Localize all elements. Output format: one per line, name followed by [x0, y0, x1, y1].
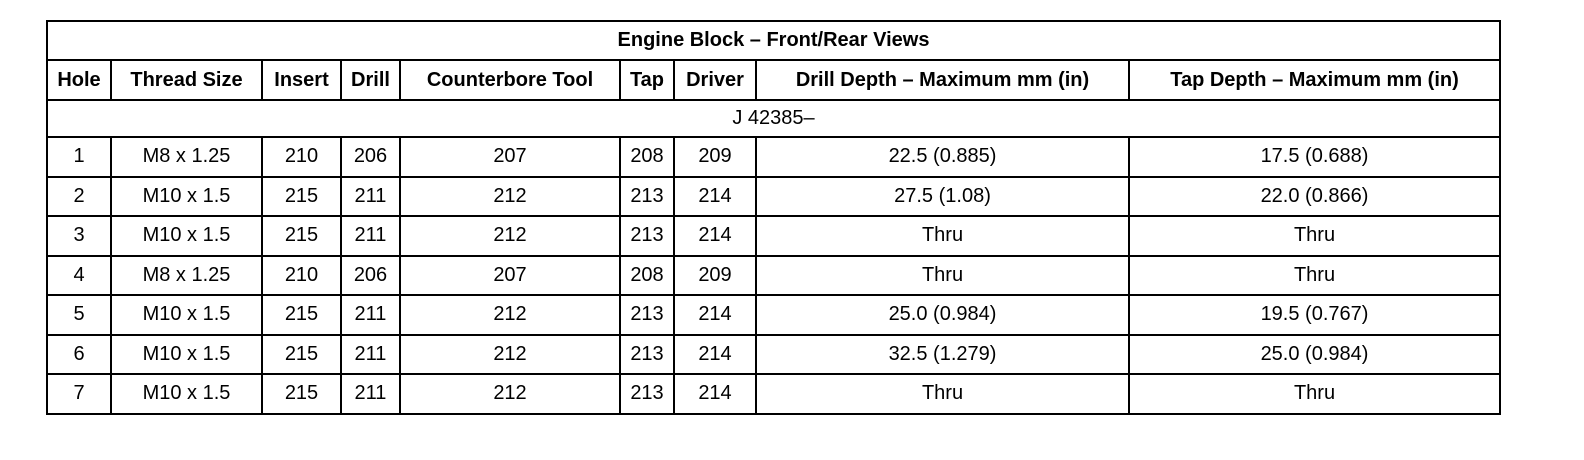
cell-hole: 4: [47, 256, 111, 296]
cell-tap: 208: [620, 137, 674, 177]
cell-hole: 1: [47, 137, 111, 177]
cell-hole: 7: [47, 374, 111, 414]
cell-hole: 6: [47, 335, 111, 375]
table-row: [47, 295, 1500, 335]
table-row: [47, 374, 1500, 414]
header-drill-depth: Drill Depth – Maximum mm (in): [756, 60, 1129, 100]
cell-tap: 213: [620, 374, 674, 414]
header-row: [47, 60, 1500, 100]
cell-tap: 213: [620, 177, 674, 217]
cell-tap: 213: [620, 216, 674, 256]
cell-thread-size: M10 x 1.5: [111, 335, 262, 375]
header-tap-depth: Tap Depth – Maximum mm (in): [1129, 60, 1500, 100]
cell-thread-size: M10 x 1.5: [111, 374, 262, 414]
cell-insert: 215: [262, 177, 341, 217]
cell-tap-depth: 25.0 (0.984): [1129, 335, 1500, 375]
cell-thread-size: M10 x 1.5: [111, 177, 262, 217]
cell-drill: 211: [341, 216, 400, 256]
cell-hole: 5: [47, 295, 111, 335]
cell-insert: 210: [262, 256, 341, 296]
cell-drill-depth: Thru: [756, 374, 1129, 414]
header-counterbore-tool: Counterbore Tool: [400, 60, 620, 100]
spec-table: [46, 20, 1501, 415]
header-drill: Drill: [341, 60, 400, 100]
cell-drill-depth: 25.0 (0.984): [756, 295, 1129, 335]
cell-counterbore-tool: 212: [400, 295, 620, 335]
header-tap: Tap: [620, 60, 674, 100]
cell-counterbore-tool: 212: [400, 335, 620, 375]
cell-drill-depth: 27.5 (1.08): [756, 177, 1129, 217]
title-row: [47, 21, 1500, 60]
cell-counterbore-tool: 207: [400, 137, 620, 177]
cell-tap: 213: [620, 295, 674, 335]
cell-counterbore-tool: 212: [400, 177, 620, 217]
cell-driver: 214: [674, 216, 756, 256]
cell-driver: 214: [674, 335, 756, 375]
cell-driver: 209: [674, 137, 756, 177]
table-row: [47, 256, 1500, 296]
table-row: [47, 177, 1500, 217]
cell-drill-depth: Thru: [756, 256, 1129, 296]
cell-tap: 208: [620, 256, 674, 296]
cell-thread-size: M8 x 1.25: [111, 137, 262, 177]
cell-thread-size: M8 x 1.25: [111, 256, 262, 296]
cell-insert: 210: [262, 137, 341, 177]
header-hole: Hole: [47, 60, 111, 100]
cell-drill-depth: 22.5 (0.885): [756, 137, 1129, 177]
cell-insert: 215: [262, 335, 341, 375]
cell-thread-size: M10 x 1.5: [111, 295, 262, 335]
table-title: Engine Block – Front/Rear Views: [47, 21, 1500, 60]
table-row: [47, 137, 1500, 177]
cell-drill: 211: [341, 295, 400, 335]
cell-tap-depth: Thru: [1129, 374, 1500, 414]
cell-drill-depth: 32.5 (1.279): [756, 335, 1129, 375]
cell-counterbore-tool: 212: [400, 374, 620, 414]
cell-drill: 211: [341, 335, 400, 375]
cell-tap-depth: 22.0 (0.866): [1129, 177, 1500, 217]
cell-driver: 214: [674, 295, 756, 335]
cell-thread-size: M10 x 1.5: [111, 216, 262, 256]
cell-hole: 2: [47, 177, 111, 217]
cell-driver: 209: [674, 256, 756, 296]
cell-driver: 214: [674, 374, 756, 414]
cell-tap-depth: 19.5 (0.767): [1129, 295, 1500, 335]
table-row: [47, 335, 1500, 375]
cell-drill: 206: [341, 256, 400, 296]
cell-drill: 211: [341, 374, 400, 414]
cell-drill: 206: [341, 137, 400, 177]
tool-prefix: J 42385–: [47, 100, 1500, 137]
subtitle-row: [47, 100, 1500, 137]
cell-tap-depth: Thru: [1129, 256, 1500, 296]
cell-drill-depth: Thru: [756, 216, 1129, 256]
cell-insert: 215: [262, 374, 341, 414]
cell-drill: 211: [341, 177, 400, 217]
header-thread-size: Thread Size: [111, 60, 262, 100]
cell-counterbore-tool: 207: [400, 256, 620, 296]
header-insert: Insert: [262, 60, 341, 100]
cell-tap-depth: 17.5 (0.688): [1129, 137, 1500, 177]
cell-hole: 3: [47, 216, 111, 256]
header-driver: Driver: [674, 60, 756, 100]
cell-tap-depth: Thru: [1129, 216, 1500, 256]
cell-tap: 213: [620, 335, 674, 375]
cell-insert: 215: [262, 295, 341, 335]
cell-driver: 214: [674, 177, 756, 217]
cell-insert: 215: [262, 216, 341, 256]
cell-counterbore-tool: 212: [400, 216, 620, 256]
table-row: [47, 216, 1500, 256]
